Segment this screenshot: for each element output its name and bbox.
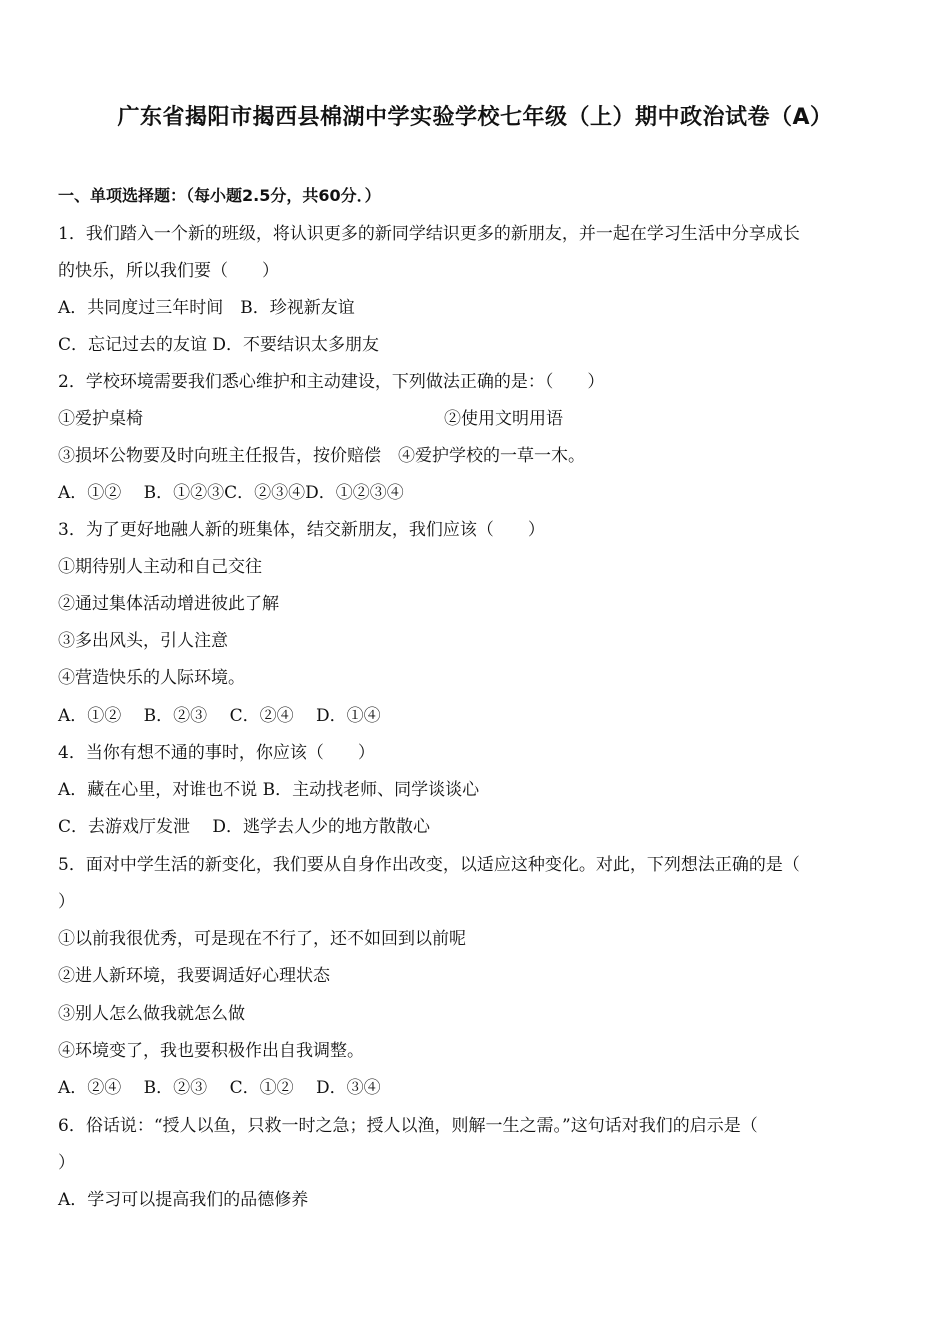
q5-stem-line-1: 5．面对中学生活的新变化，我们要从自身作出改变，以适应这种变化。对此，下列想法正确的是（: [58, 855, 800, 875]
q5-item-3: ③别人怎么做我就怎么做: [58, 1004, 245, 1024]
q2-item-2: ②使用文明用语: [444, 409, 563, 429]
q1-options-cd: C．忘记过去的友谊 D．不要结识太多朋友: [58, 335, 380, 355]
q5-item-2: ②进人新环境，我要调适好心理状态: [58, 966, 330, 986]
q3-item-2: ②通过集体活动增进彼此了解: [58, 594, 279, 614]
q6-option-a: A．学习可以提高我们的品德修养: [58, 1190, 309, 1210]
q4-options-cd: C．去游戏厅发泄 D．逃学去人少的地方散散心: [58, 817, 431, 837]
q1-stem-line-1: 1．我们踏入一个新的班级，将认识更多的新同学结识更多的新朋友，并一起在学习生活中分享成长: [58, 224, 800, 244]
section-heading: 一、单项选择题：（每小题2.5分，共60分．）: [58, 186, 381, 205]
q2-stem: 2．学校环境需要我们悉心维护和主动建设，下列做法正确的是：（ ）: [58, 372, 605, 392]
q5-stem-line-2: ）: [58, 892, 75, 912]
q6-stem-line-1: 6．俗话说：“授人以鱼，只救一时之急；授人以渔，则解一生之需。”这句话对我们的启示是（: [58, 1116, 758, 1136]
q6-stem-line-2: ）: [58, 1153, 75, 1173]
q4-stem: 4．当你有想不通的事时，你应该（ ）: [58, 743, 375, 763]
q4-options-ab: A．藏在心里，对谁也不说 B．主动找老师、同学谈谈心: [58, 780, 480, 800]
q5-item-4: ④环境变了，我也要积极作出自我调整。: [58, 1041, 364, 1061]
q2-items-row-1: [58, 401, 898, 438]
q5-item-1: ①以前我很优秀，可是现在不行了，还不如回到以前呢: [58, 929, 466, 949]
q3-item-3: ③多出风头，引人注意: [58, 631, 228, 651]
q3-item-1: ①期待别人主动和自己交往: [58, 557, 262, 577]
q3-item-4: ④营造快乐的人际环境。: [58, 668, 245, 688]
q2-options: A．①② B．①②③C．②③④D．①②③④: [58, 483, 404, 503]
exam-title: 广东省揭阳市揭西县棉湖中学实验学校七年级（上）期中政治试卷（A）: [117, 105, 833, 130]
q3-stem: 3．为了更好地融人新的班集体，结交新朋友，我们应该（ ）: [58, 520, 545, 540]
q2-item-1: ①爱护桌椅: [58, 409, 143, 429]
q1-stem-line-2: 的快乐，所以我们要（ ）: [58, 261, 279, 281]
q1-options-ab: A．共同度过三年时间 B．珍视新友谊: [58, 298, 355, 318]
q3-options: A．①② B．②③ C．②④ D．①④: [58, 706, 381, 726]
q2-items-row-2: ③损坏公物要及时向班主任报告，按价赔偿 ④爱护学校的一草一木。: [58, 446, 585, 466]
q5-options: A．②④ B．②③ C．①② D．③④: [58, 1078, 381, 1098]
